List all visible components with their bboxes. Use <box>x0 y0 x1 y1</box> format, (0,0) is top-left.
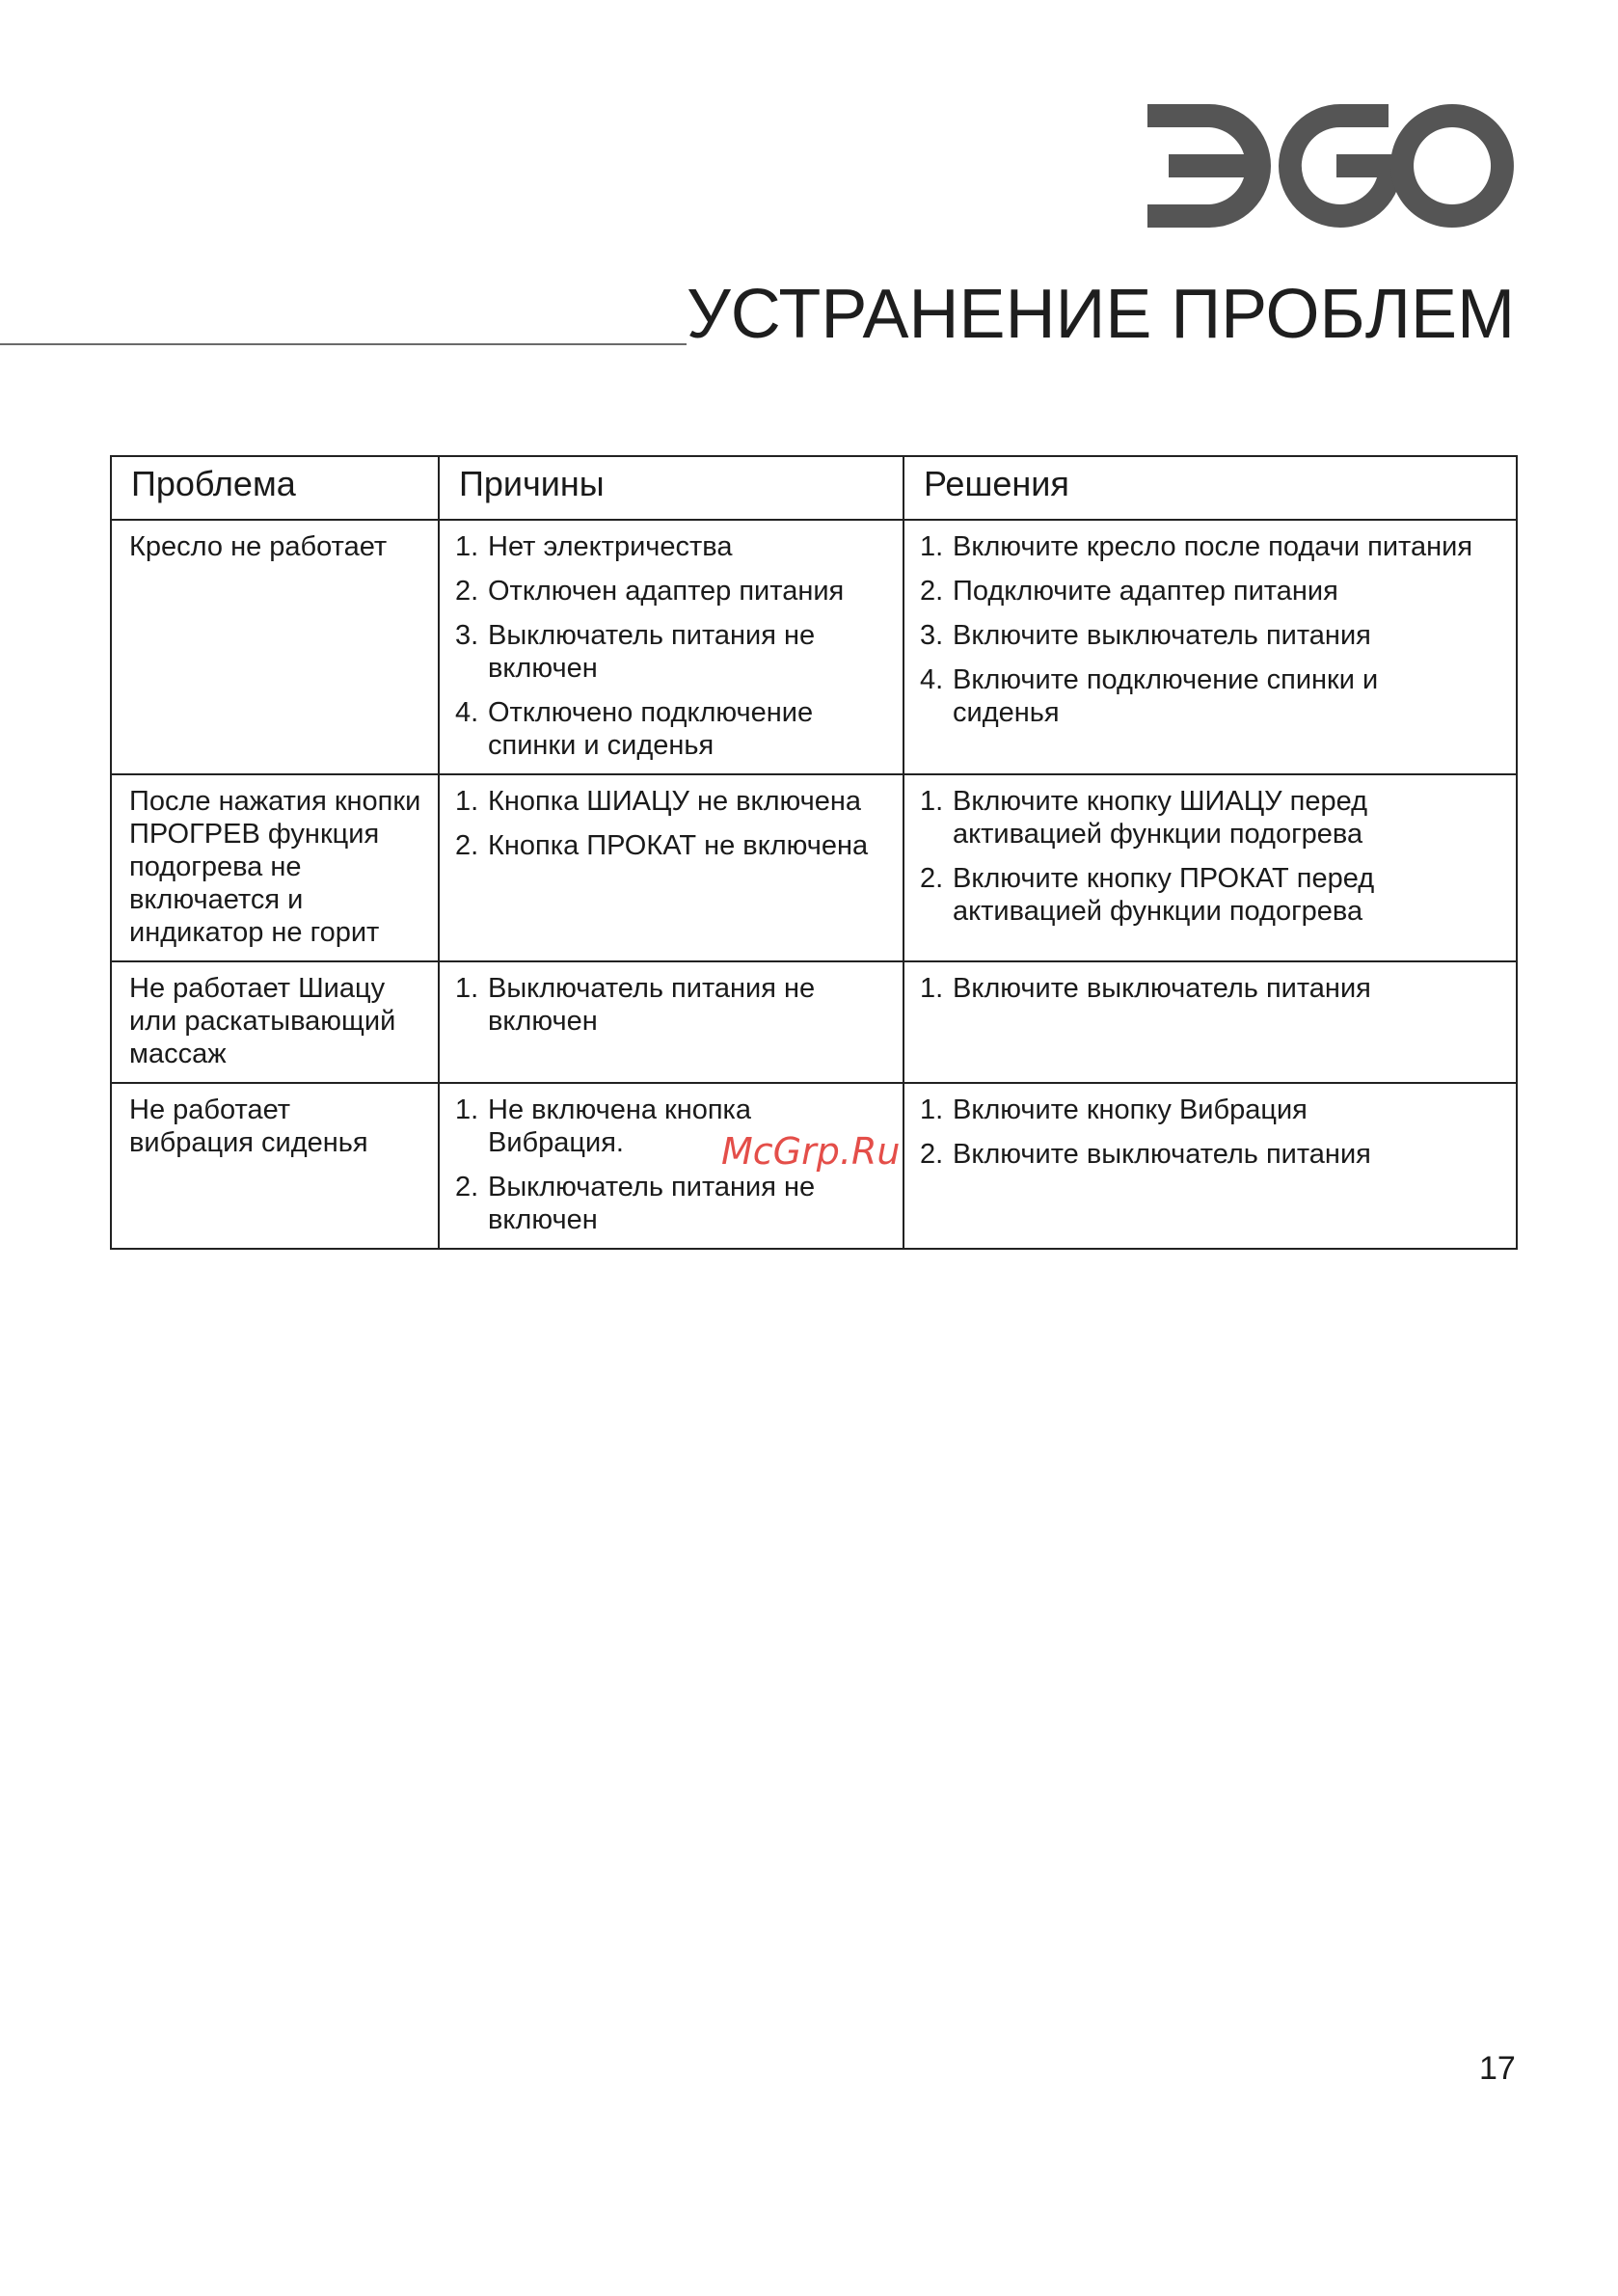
page-title: УСТРАНЕНИЕ ПРОБЛЕМ <box>687 276 1516 353</box>
solution-item <box>920 619 1500 652</box>
cause-item <box>455 619 887 685</box>
problem-text: Кресло не работает <box>129 531 388 562</box>
header-problem: Проблема <box>111 456 439 520</box>
item-text: Отключено подключение <box>488 697 814 728</box>
item-text: Включите кнопку ШИАЦУ перед <box>953 786 1368 817</box>
solution-cell <box>903 520 1517 774</box>
problem-text: Не работает Шиацу или раскатывающий массаж <box>129 973 396 1069</box>
item-continuation: включен <box>488 1006 598 1037</box>
item-number: 1. <box>920 786 944 817</box>
item-number: 2. <box>455 830 479 861</box>
problem-cell <box>111 961 439 1083</box>
watermark: McGrp.Ru <box>721 1130 901 1173</box>
item-number: 2. <box>455 1172 479 1202</box>
item-text: Включите кнопку ПРОКАТ перед <box>953 863 1375 894</box>
item-text: Включите кнопку Вибрация <box>953 1094 1308 1125</box>
item-continuation: включен <box>488 1204 598 1235</box>
item-number: 1. <box>920 1094 944 1125</box>
item-number: 1. <box>455 786 479 817</box>
item-number: 1. <box>455 531 479 562</box>
item-number: 1. <box>920 531 944 562</box>
item-number: 2. <box>455 576 479 607</box>
cause-cell <box>439 520 903 774</box>
cause-cell <box>439 961 903 1083</box>
problem-cell <box>111 1083 439 1249</box>
item-number: 2. <box>920 863 944 894</box>
table-row <box>111 520 1517 774</box>
solution-item <box>920 575 1500 608</box>
item-continuation: спинки и сиденья <box>488 730 715 761</box>
cause-item <box>455 696 887 762</box>
solution-cell <box>903 774 1517 961</box>
item-number: 3. <box>455 620 479 651</box>
item-number: 1. <box>455 973 479 1004</box>
cause-cell <box>439 774 903 961</box>
item-continuation: активацией функции подогрева <box>953 896 1363 927</box>
item-text: Кнопка ШИАЦУ не включена <box>488 786 861 817</box>
cause-item <box>455 785 887 818</box>
problem-text: После нажатия кнопки ПРОГРЕВ функция подогрева не включается и индикатор не горит <box>129 786 421 948</box>
item-text: Нет электричества <box>488 531 733 562</box>
header-causes: Причины <box>439 456 903 520</box>
solution-item <box>920 663 1500 729</box>
item-text: Выключатель питания не <box>488 1172 816 1202</box>
cause-item <box>455 972 887 1038</box>
cause-item <box>455 829 887 862</box>
item-continuation: включен <box>488 653 598 684</box>
item-text: Включите выключатель питания <box>953 973 1371 1004</box>
item-continuation: Вибрация. <box>488 1127 624 1158</box>
item-text: Отключен адаптер питания <box>488 576 845 607</box>
item-number: 4. <box>455 697 479 728</box>
problem-cell <box>111 774 439 961</box>
solution-item <box>920 862 1500 928</box>
item-text: Кнопка ПРОКАТ не включена <box>488 830 869 861</box>
solution-item <box>920 972 1500 1005</box>
item-number: 1. <box>920 973 944 1004</box>
cause-item <box>455 1171 887 1236</box>
item-text: Выключатель питания не <box>488 620 816 651</box>
problem-text: Не работает вибрация сиденья <box>129 1094 368 1158</box>
page-number: 17 <box>1479 2050 1516 2087</box>
item-number: 4. <box>920 664 944 695</box>
header-solutions: Решения <box>903 456 1517 520</box>
ego-logo <box>1147 104 1514 228</box>
table-header-row <box>111 456 1517 520</box>
cause-item <box>455 530 887 563</box>
table-row <box>111 961 1517 1083</box>
item-text: Не включена кнопка <box>488 1094 752 1125</box>
item-number: 3. <box>920 620 944 651</box>
item-number: 2. <box>920 1139 944 1170</box>
table-row <box>111 774 1517 961</box>
item-text: Выключатель питания не <box>488 973 816 1004</box>
solution-cell <box>903 961 1517 1083</box>
item-text: Подключите адаптер питания <box>953 576 1338 607</box>
item-number: 1. <box>455 1094 479 1125</box>
cause-item <box>455 575 887 608</box>
item-text: Включите подключение спинки и <box>953 664 1379 695</box>
item-text: Включите выключатель питания <box>953 1139 1371 1170</box>
item-continuation: сиденья <box>953 697 1060 728</box>
item-text: Включите выключатель питания <box>953 620 1371 651</box>
solution-item <box>920 1094 1500 1126</box>
item-text: Включите кресло после подачи питания <box>953 531 1473 562</box>
solution-item <box>920 1138 1500 1171</box>
solution-item <box>920 530 1500 563</box>
problem-cell <box>111 520 439 774</box>
item-number: 2. <box>920 576 944 607</box>
solution-cell <box>903 1083 1517 1249</box>
item-continuation: активацией функции подогрева <box>953 819 1363 850</box>
solution-item <box>920 785 1500 851</box>
title-rule <box>0 343 687 345</box>
